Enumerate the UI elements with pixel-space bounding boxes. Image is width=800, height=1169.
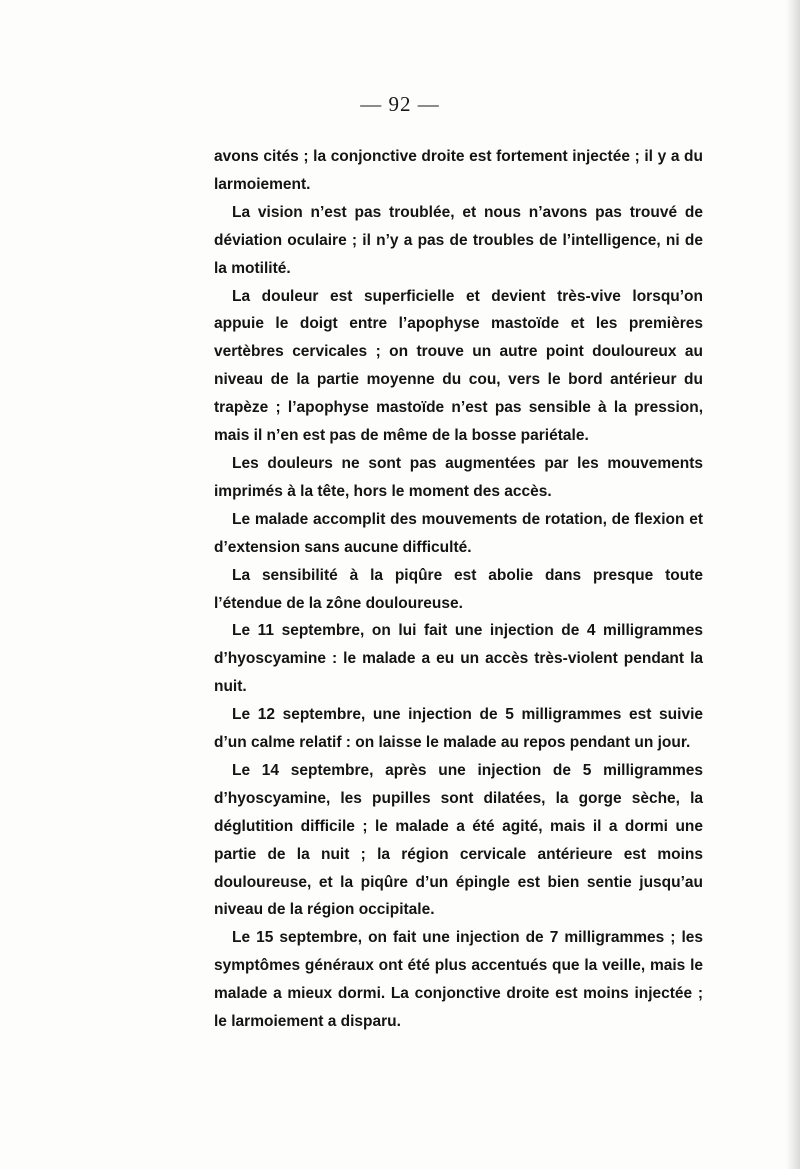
paragraph: Les douleurs ne sont pas augmentées par les mouvements imprimés à la tête, hors le moment des accès. <box>214 454 703 500</box>
body-text <box>214 143 703 1036</box>
paragraph: Le 12 septembre, une injection de 5 milligrammes est suivie d’un calme relatif : on laisse le malade au repos pendant un jour. <box>214 706 703 752</box>
page-edge-shadow <box>786 0 800 1169</box>
paragraph: Le 14 septembre, après une injection de 5 milligrammes d’hyoscyamine, les pupilles sont dilatées, la gorge sèche, la déglutition difficile ; le malade a été agité, mais il a dormi une partie de la nuit ; la région cervicale antérieure est moins douloureuse, et la piqûre d’un épingle est bien sentie jusqu’au niveau de la région occipitale. <box>214 761 703 919</box>
page-number: — 92 — <box>360 92 440 116</box>
paragraph: Le 11 septembre, on lui fait une injection de 4 milligrammes d’hyoscyamine : le malade a eu un accès très-violent pendant la nuit. <box>214 622 703 696</box>
paragraph: La vision n’est pas troublée, et nous n’avons pas trouvé de déviation oculaire ; il n’y a pas de troubles de l’intelligence, ni de la motilité. <box>214 203 703 277</box>
paragraph: Le malade accomplit des mouvements de rotation, de flexion et d’extension sans aucune difficulté. <box>214 510 703 556</box>
paragraph: avons cités ; la conjonctive droite est fortement injectée ; il y a du larmoiement. <box>214 148 703 193</box>
paragraph: La douleur est superficielle et devient très-vive lorsqu’on appuie le doigt entre l’apophyse mastoïde et les premières vertèbres cervicales ; on trouve un autre point douloureux au niveau de la partie moyenne du cou, vers le bord antérieur du trapèze ; l’apophyse mastoïde n’est pas sensible à la pression, mais il n’en est pas de même de la bosse pariétale. <box>214 287 703 445</box>
paragraph: La sensibilité à la piqûre est abolie dans presque toute l’étendue de la zône douloureuse. <box>214 566 703 612</box>
paragraph: Le 15 septembre, on fait une injection de 7 milligrammes ; les symptômes généraux ont été plus accentués que la veille, mais le malade a mieux dormi. La conjonctive droite est moins injectée ; le larmoiement a disparu. <box>214 929 703 1031</box>
